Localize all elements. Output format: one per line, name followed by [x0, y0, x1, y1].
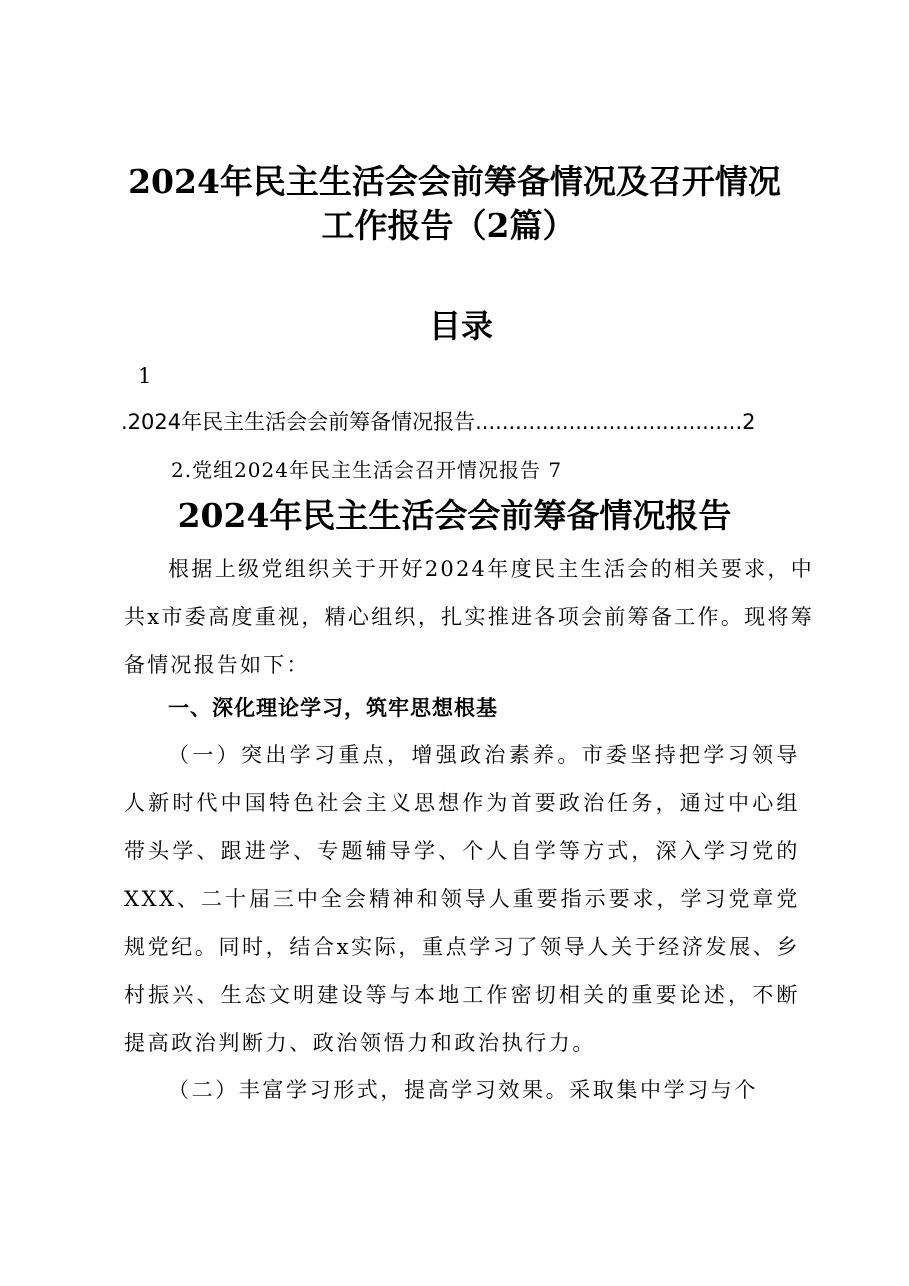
subheading-1: 一、深化理论学习，筑牢思想根基 [168, 696, 498, 720]
section-title: 2024年民主生活会会前筹备情况报告 [177, 496, 732, 535]
toc-heading: 目录 [428, 307, 493, 345]
paragraph-2: （二）丰富学习形式，提高学习效果。采取集中学习与个 [168, 1078, 758, 1102]
intro-paragraph: 根据上级党组织关于开好2024年度民主生活会的相关要求，中共x市委高度重视，精心组织，扎实推进各项会前筹备工作。现将筹备情况报告如下： [124, 557, 814, 677]
document-title-line1: 2024年民主生活会会前筹备情况及召开情况 [128, 162, 781, 201]
toc-item-1[interactable]: .2024年民主生活会会前筹备情况报告........................................2 [121, 410, 756, 434]
toc-number: 1 [138, 364, 152, 388]
paragraph-1: （一）突出学习重点，增强政治素养。市委坚持把学习领导人新时代中国特色社会主义思想作为首要政治任务，通过中心组带头学、跟进学、专题辅导学、个人自学等方式，深入学习党的XXX、二十届三中全会精神和领导人重要指示要求，学习党章党规党纪。同时，结合x实际，重点学习了领导人关于经济发展、乡村振兴、生态文明建设等与本地工作密切相关的重要论述，不断提高政治判断力、政治领悟力和政治执行力。 [124, 743, 800, 1055]
document-title-line2: 工作报告（2篇） [321, 206, 576, 245]
toc-item-2[interactable]: 2.党组2024年民主生活会召开情况报告 7 [171, 458, 563, 482]
